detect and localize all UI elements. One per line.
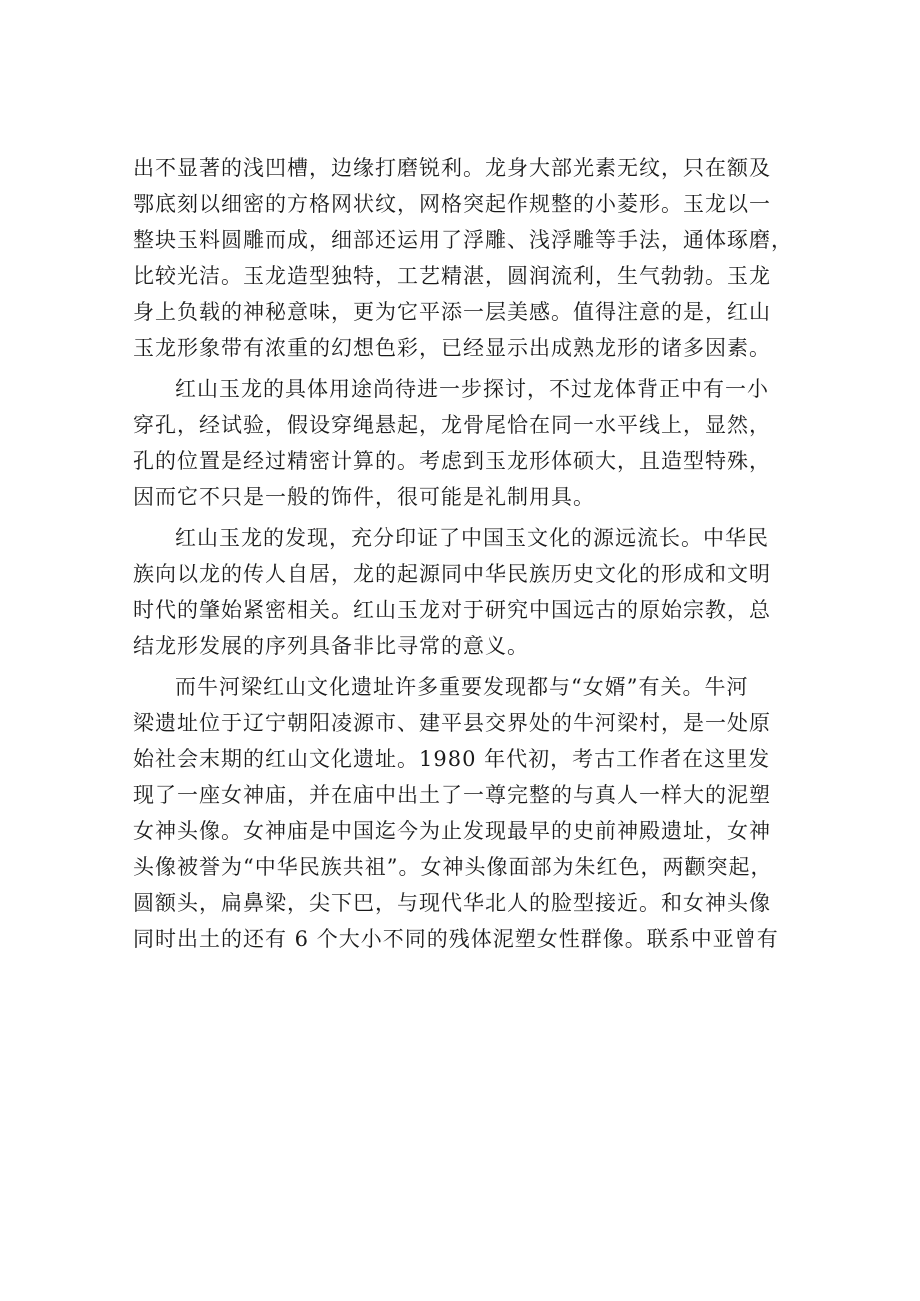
- text-line: 比较光洁。玉龙造型独特，工艺精湛，圆润流利，生气勃勃。玉龙: [133, 264, 771, 288]
- paragraph-3: [133, 520, 833, 664]
- text-line: 玉龙形象带有浓重的幻想色彩，已经显示出成熟龙形的诸多因素。: [133, 336, 771, 360]
- text-line: 孔的位置是经过精密计算的。考虑到玉龙形体硕大，且造型特殊，: [133, 449, 771, 473]
- body-text: [133, 150, 833, 957]
- text-line: 始社会末期的红山文化遗址。1980 年代初，考古工作者在这里发: [133, 747, 771, 771]
- text-line: 头像被誉为“中华民族共祖”。女神头像面部为朱红色，两颧突起，: [133, 855, 773, 879]
- text-line: 女神头像。女神庙是中国迄今为止发现最早的史前神殿遗址，女神: [133, 819, 771, 843]
- paragraph-2: [133, 371, 833, 515]
- paragraph-1: [133, 150, 833, 366]
- text-line: 因而它不只是一般的饰件，很可能是礼制用具。: [133, 485, 595, 509]
- text-line: 时代的肇始紧密相关。红山玉龙对于研究中国远古的原始宗教，总: [133, 598, 771, 622]
- text-line: 族向以龙的传人自居，龙的起源同中华民族历史文化的形成和文明: [133, 562, 771, 586]
- text-line: 穿孔，经试验，假设穿绳悬起，龙骨尾恰在同一水平线上，显然，: [133, 413, 771, 437]
- text-line: 梁遗址位于辽宁朝阳凌源市、建平县交界处的牛河梁村，是一处原: [133, 711, 771, 735]
- text-line: 红山玉龙的发现，充分印证了中国玉文化的源远流长。中华民: [175, 526, 769, 550]
- text-line: 结龙形发展的序列具备非比寻常的意义。: [133, 634, 529, 658]
- text-line: 圆额头，扁鼻梁，尖下巴，与现代华北人的脸型接近。和女神头像: [133, 891, 771, 915]
- paragraph-4: [133, 669, 833, 957]
- text-line: 而牛河梁红山文化遗址许多重要发现都与“女婿”有关。牛河: [175, 675, 749, 699]
- text-line: 同时出土的还有 6 个大小不同的残体泥塑女性群像。联系中亚曾有: [133, 927, 779, 951]
- text-line: 整块玉料圆雕而成，细部还运用了浮雕、浅浮雕等手法，通体琢磨，: [133, 228, 793, 252]
- text-line: 红山玉龙的具体用途尚待进一步探讨，不过龙体背正中有一小: [175, 377, 769, 401]
- text-line: 现了一座女神庙，并在庙中出土了一尊完整的与真人一样大的泥塑: [133, 783, 771, 807]
- text-line: 身上负载的神秘意味，更为它平添一层美感。值得注意的是，红山: [133, 300, 771, 324]
- text-line: 鄂底刻以细密的方格网状纹，网格突起作规整的小菱形。玉龙以一: [133, 192, 771, 216]
- text-line: 出不显著的浅凹槽，边缘打磨锐利。龙身大部光素无纹，只在额及: [133, 156, 771, 180]
